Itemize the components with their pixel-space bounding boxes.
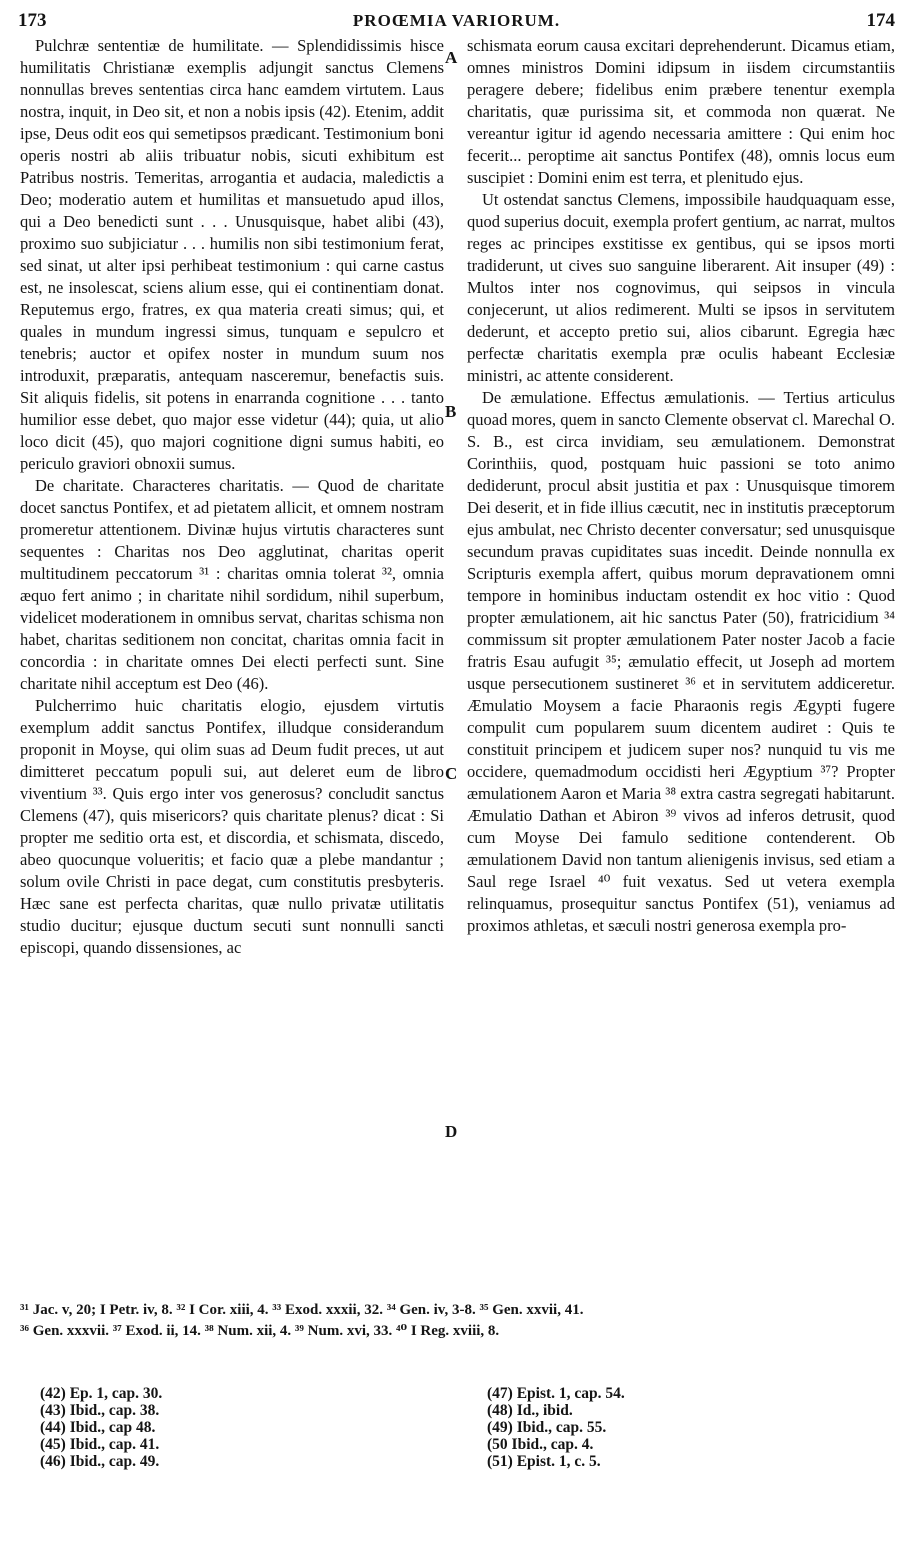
paragraph-humilitate: Pulchræ sententiæ de humilitate. — Splendidissimis hisce humilitatis Christianæ exemplis adjungit sanctus Clemens nonnullas breves sententias circa hanc eamdem virtutem. Laus nostra, inquit, in Deo sit, et non a nobis ipsis (42). Etenim, addit ipse, Deus odit eos qui semetipsos prædicant. Testimonium boni operis nostri ab aliis tribuatur nobis, sicuti exhibitum est Patribus nostris. Temeritas, arrogantia et audacia, maledictis a Deo; moderatio autem et humilitas et mansuetudo apud illos, qui a Deo benedicti sunt . . . Unusquisque, habet alibi (43), proximo suo subjiciatur . . . humilis non sibi testimonium ferat, sed sinat, ut alter ipsi perhibeat testimonium : qui carne castus est, ne insolescat, sciens alium esse, qui ei continentiam donat. Reputemus ergo, fratres, ex qua materia creati simus; qui, et quales in mundum ingressi simus, tunquam e sepulcro et tenebris; auctor et opifex noster in mundum suum nos introduxit, præparatis, antequam nasceremur, benefactis suis. Sit aliquis fidelis, sit potens in enarranda cognitione . . . tanto humilior esse debet, quo major esse videtur (44); quia, ut alio loco dicit (45), quo majori cognitione digni sumus habiti, eo periculo graviori obnoxii sumus. — [20, 36, 444, 473]
page-number-left: 173 — [18, 10, 47, 31]
paragraph-moyse: Pulcherrimo huic charitatis elogio, ejusdem virtutis exemplum addit sanctus Pontifex, illudque considerandum proponit in Moyse, qui olim suas ad Deum fudit preces, ut aut dimitteret peccatum populi sui, aut deleret eum de libro viventium ³³. Quis ergo inter vos generosus? concludit sanctus Clemens (47), quis misericors? quis charitate plenus? dicat : Si propter me seditio orta est, et discordia, et schismata, discedo, abeo quocunque volueritis; et facio quæ a plebe mandantur ; solum ovile Christi in pace degat, cum constitutis presbyteris. Hæc sane est perfecta charitas, quæ nullo privatæ utilitatis studio ducitur; ejusque ductum secuti sunt nonnulli sancti episcopi, quando dissensiones, ac — [20, 696, 444, 957]
page-header — [18, 10, 895, 36]
margin-letter-b: B — [445, 402, 457, 421]
running-title: PROŒMIA VARIORUM. — [352, 11, 561, 30]
right-column — [467, 35, 895, 937]
page-number-right: 174 — [866, 10, 895, 31]
footnote: (45) Ibid., cap. 41. — [40, 1436, 160, 1453]
paragraph-charitate: De charitate. Characteres charitatis. — Quod de charitate docet sanctus Pontifex, et ad pietatem allicit, et omnem nostram promeretur attentionem. Divinæ hujus virtutis characteres sunt sequentes : Charitas nos Deo agglutinat, charitas operit multitudinem peccatorum ³¹ : charitas omnia tolerat ³², omnia æquo fert animo ; in charitate nihil sordidum, nihil superbum, videlicet moderationem in omnibus servat, charitas schisma non habet, charitas seditionem non concitat, charitas omnia facit in concordia : in charitate omnes Dei electi perfecti sunt. Sine charitate nihil acceptum est Deo (46). — [20, 476, 444, 693]
paragraph-schismata: schismata eorum causa excitari deprehenderunt. Dicamus etiam, omnes ministros Domini idipsum in iisdem circumstantiis peragere debere; fidelibus enim præbere tenentur exempla charitatis, quæ purissima sit, et commoda non quærat. Ne vereantur igitur id agendo necessaria amittere : Qui enim hoc fecerit... peroptime ait sanctus Pontifex (48), omnis locus eum suscipiet : Domini enim est terra, et plenitudo ejus. — [467, 36, 895, 187]
margin-letter-c: C — [445, 764, 458, 783]
paragraph-aemulatione: De æmulatione. Effectus æmulationis. — Tertius articulus quoad mores, quem in sancto Clemente observat cl. Marechal O. S. B., est circa invidiam, seu æmulationem. Demonstrat Corinthiis, quod, postquam huic passioni se toto animo dediderunt, procul absit justitia et pax : Unusquisque timorem Dei deserit, et in fide illius cæcutit, nec in institutis præceptorum ejus ambulat, nec Christo decenter conversatur; sed unusquisque secundum pravas cupiditates suas incedit. Deinde nonnulla ex Scripturis exempla affert, quibus morum depravationem omni tempore in hominibus inductam ostendit ex hoc vitio : Quod propter æmulationem, ait hic sanctus Pater (50), fratricidium ³⁴ commissum sit propter æmulationem Pater noster Jacob a facie fratris Esau aufugit ³⁵; æmulatio effecit, ut Joseph ad mortem usque persecutionem sustineret ³⁶ et in servitutem addiceretur. Æmulatio Moysem a facie Pharaonis regis Ægypti fugere compulit cum popularem suum dicentem audiret : Quis te constituit principem et judicem super nos? nunquid tu vis me occidere, quemadmodum occidisti heri Ægyptium ³⁷? Propter æmulationem Aaron et Maria ³⁸ extra castra segregati habitarunt. Æmulatio Dathan et Abiron ³⁹ vivos ad inferos detrusit, quod cum Moyse Dei famulo seditione contenderent. Ob æmulationem David non tantum alienigenis invisus, sed etiam a Saul rege Israel ⁴⁰ fuit vexatus. Sed ut vetera exempla relinquamus, prosequitur sanctus Pontifex (51), veniamus ad proximos athletas, et sæculi nostri generosa exempla pro- — [467, 388, 896, 935]
left-column — [20, 35, 444, 959]
margin-letter-a: A — [445, 48, 458, 67]
footnote: (49) Ibid., cap. 55. — [487, 1419, 607, 1436]
footnote: (47) Epist. 1, cap. 54. — [487, 1385, 625, 1402]
footnote: (48) Id., ibid. — [487, 1402, 573, 1419]
footnote: (44) Ibid., cap 48. — [40, 1419, 156, 1436]
footnotes-left — [40, 1385, 162, 1470]
footnote: (43) Ibid., cap. 38. — [40, 1402, 160, 1419]
scripture-note-line: ³¹ Jac. v, 20; I Petr. iv, 8. ³² I Cor. xiii, 4. ³³ Exod. xxxii, 32. ³⁴ Gen. iv, 3-8. ³⁵ Gen. xxvii, 41. — [20, 1302, 584, 1318]
scripture-note-line: ³⁶ Gen. xxxvii. ³⁷ Exod. ii, 14. ³⁸ Num. xii, 4. ³⁹ Num. xvi, 33. ⁴⁰ I Reg. xviii, 8. — [20, 1323, 500, 1339]
footnote: (50 Ibid., cap. 4. — [487, 1436, 594, 1453]
footnote: (46) Ibid., cap. 49. — [40, 1453, 160, 1470]
scripture-notes — [20, 1300, 895, 1342]
footnotes-right — [487, 1385, 625, 1470]
footnote: (42) Ep. 1, cap. 30. — [40, 1385, 163, 1402]
margin-letter-d: D — [445, 1122, 458, 1141]
footnote: (51) Epist. 1, c. 5. — [487, 1453, 601, 1470]
paragraph-ostendat: Ut ostendat sanctus Clemens, impossibile haudquaquam esse, quod superius docuit, exempla profert gentium, ac narrat, multos reges ac principes exstitisse ex gentibus, qui se ipsos morti tradiderunt, ut cives suo sanguine liberarent. Ait insuper (49) : Multos inter nos cognovimus, qui seipsos in vincula conjecerunt, ut alios redimerent. Multi se ipsos in servitutem dederunt, et accepto pretio sui, alios cibarunt. Egregia hæc perfectæ charitatis exempla præ oculis habeant Ecclesiæ ministri, ac attente considerent. — [467, 190, 895, 385]
